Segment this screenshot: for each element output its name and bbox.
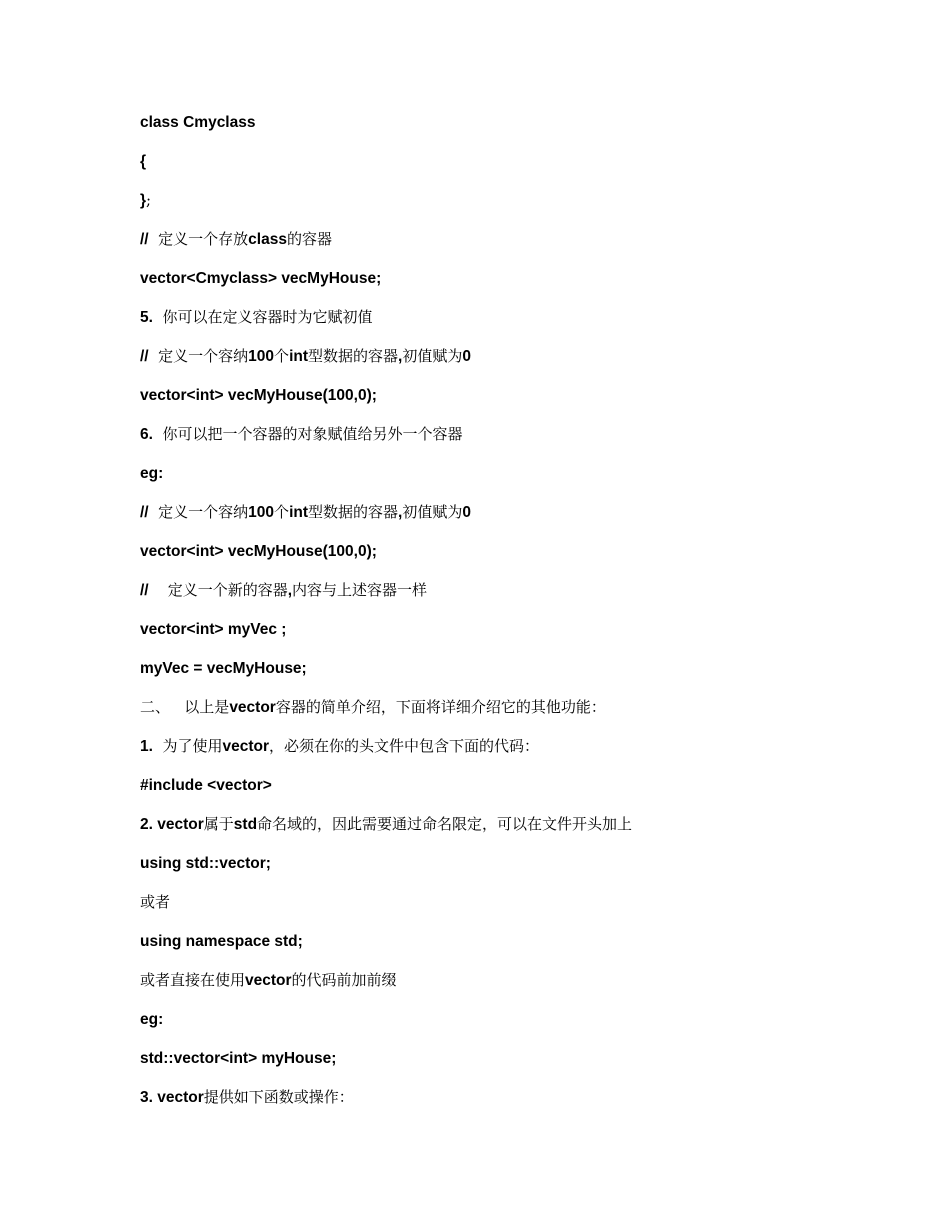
text-run: 属于	[203, 815, 234, 833]
bold-text-run: std	[233, 816, 258, 833]
bold-text-run: ,	[398, 348, 403, 365]
bold-text-run: using namespace std;	[140, 933, 303, 950]
text-line	[140, 657, 900, 696]
bold-text-run: {	[140, 153, 147, 170]
text-line	[140, 345, 900, 384]
text-line	[140, 501, 900, 540]
bold-text-run: vector	[245, 972, 292, 989]
bold-text-run: class	[248, 231, 287, 248]
text-line	[140, 189, 900, 228]
text-line	[140, 150, 900, 189]
bold-text-run: class Cmyclass	[140, 114, 256, 131]
bold-text-run: 5.	[140, 309, 153, 326]
text-run: 初值赋为	[402, 503, 463, 521]
text-run: 或者直接在使用	[140, 971, 246, 989]
text-run: 定义一个新的容器	[148, 581, 288, 599]
bold-text-run: //	[140, 582, 149, 599]
text-run: 命名域的，因此需要通过命名限定，可以在文件开头加上	[257, 815, 633, 833]
text-line	[140, 891, 900, 930]
bold-text-run: myVec = vecMyHouse;	[140, 660, 307, 677]
text-line	[140, 540, 900, 579]
text-line	[140, 1047, 900, 1086]
bold-text-run: //	[140, 348, 149, 365]
text-line	[140, 618, 900, 657]
text-line	[140, 579, 900, 618]
text-line	[140, 384, 900, 423]
bold-text-run: int	[289, 348, 308, 365]
document-body	[140, 111, 900, 1125]
text-run: 提供如下函数或操作：	[203, 1088, 354, 1106]
text-run: 定义一个存放	[148, 230, 249, 248]
bold-text-run: 3. vector	[140, 1089, 204, 1106]
text-run: 的代码前加前缀	[291, 971, 397, 989]
text-run: 为了使用	[152, 737, 223, 755]
text-line	[140, 696, 900, 735]
text-run: 型数据的容器	[308, 503, 399, 521]
bold-text-run: ,	[287, 582, 293, 599]
text-run: 型数据的容器	[308, 347, 399, 365]
bold-text-run: //	[140, 231, 149, 248]
text-line	[140, 1008, 900, 1047]
text-run: ，必须在你的头文件中包含下面的代码：	[269, 737, 540, 755]
bold-text-run: #include <vector>	[140, 777, 272, 794]
text-run: 容器的简单介绍，下面将详细介绍它的其他功能：	[275, 698, 606, 716]
text-run: 你可以在定义容器时为它赋初值	[152, 308, 373, 326]
bold-text-run: 2. vector	[140, 816, 204, 833]
bold-text-run: eg:	[140, 1011, 164, 1028]
bold-text-run: }	[140, 192, 147, 209]
text-line	[140, 1086, 900, 1125]
bold-text-run: 100	[248, 348, 275, 365]
bold-text-run: vector	[222, 738, 270, 755]
bold-text-run: //	[140, 504, 149, 521]
text-line	[140, 111, 900, 150]
text-line	[140, 735, 900, 774]
text-run: 的容器	[286, 230, 332, 248]
bold-text-run: vector<int> myVec ;	[140, 621, 287, 638]
text-run: 定义一个容纳	[148, 503, 249, 521]
text-run: 你可以把一个容器的对象赋值给另外一个容器	[152, 425, 463, 443]
bold-text-run: int	[289, 504, 308, 521]
bold-text-run: 6.	[140, 426, 153, 443]
text-run: 个	[274, 347, 290, 365]
text-line	[140, 462, 900, 501]
text-line	[140, 423, 900, 462]
bold-text-run: using std::vector;	[140, 855, 271, 872]
bold-text-run: ,	[398, 504, 403, 521]
text-line	[140, 969, 900, 1008]
bold-text-run: vector<int> vecMyHouse(100,0);	[140, 543, 377, 560]
text-line	[140, 228, 900, 267]
text-line	[140, 267, 900, 306]
bold-text-run: 0	[462, 504, 471, 521]
text-line	[140, 813, 900, 852]
bold-text-run: vector<Cmyclass> vecMyHouse;	[140, 270, 382, 287]
text-run: 或者	[140, 893, 171, 911]
bold-text-run: 100	[248, 504, 275, 521]
text-run: 内容与上述容器一样	[292, 581, 428, 599]
text-run: ;	[146, 191, 152, 209]
text-run: 二、 以上是	[140, 698, 230, 716]
text-line	[140, 306, 900, 345]
text-line	[140, 774, 900, 813]
bold-text-run: 0	[462, 348, 471, 365]
bold-text-run: vector	[229, 699, 276, 716]
bold-text-run: vector<int> vecMyHouse(100,0);	[140, 387, 377, 404]
text-run: 初值赋为	[402, 347, 463, 365]
text-line	[140, 852, 900, 891]
text-run: 定义一个容纳	[148, 347, 249, 365]
bold-text-run: 1.	[140, 738, 153, 755]
bold-text-run: eg:	[140, 465, 164, 482]
text-run: 个	[274, 503, 290, 521]
text-line	[140, 930, 900, 969]
bold-text-run: std::vector<int> myHouse;	[140, 1050, 337, 1067]
